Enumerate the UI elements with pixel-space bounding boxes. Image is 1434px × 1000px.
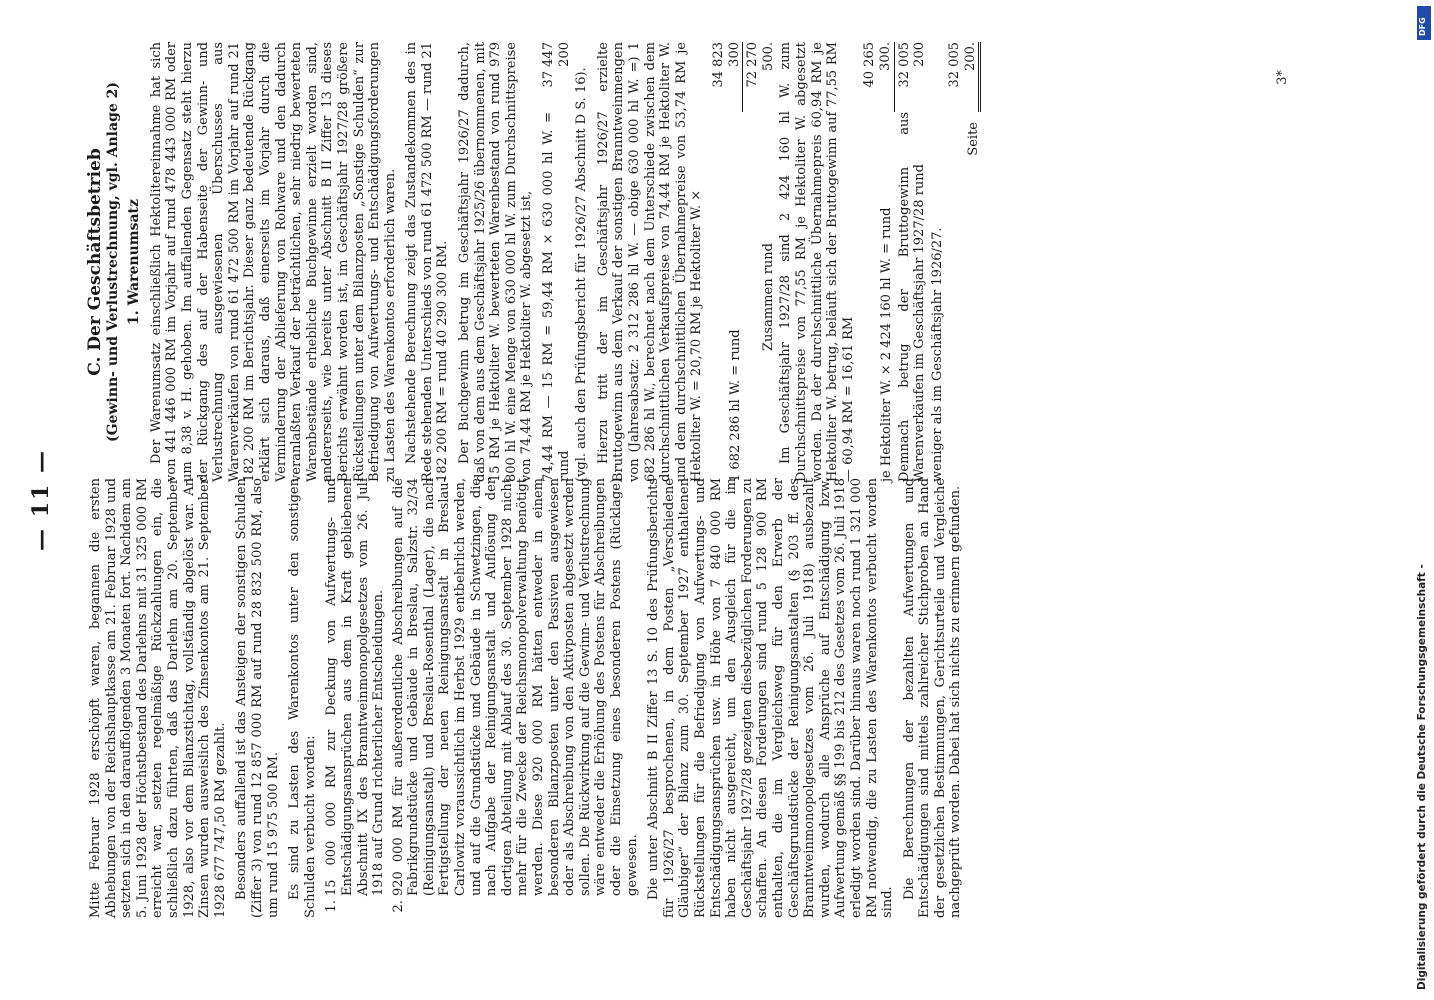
list-item: 1. 15 000 000 RM zur Deckung von Aufwertungs- und Entschädigungsansprüchen aus dem in Kraft gebliebenen Abschnitt IX des Branntweinmonopolgesetzes vom 26. Juli 1918 auf Grund richterlicher Entscheidungen.: [324, 478, 386, 896]
calc-amount: 72 270 500.: [745, 42, 776, 88]
paragraph: Besonders auffallend ist das Ansteigen der sonstigen Schulden (Ziffer 3) von rund 12 857 000 RM auf rund 28 832 500 RM, also um rund 15 975 500 RM.: [234, 478, 281, 918]
calc-row: [711, 42, 743, 482]
paragraph: Nachstehende Berechnung zeigt das Zustandekommen des in Rede stehenden Unterschieds von rund 61 472 500 RM — rund 21 182 200 RM = rund 40 290 300 RM.: [404, 42, 451, 482]
digitization-stamp: [1414, 0, 1434, 1000]
calc-text: 1 682 286 hl W. = rund: [727, 329, 743, 482]
calc-row: [930, 42, 946, 482]
calc-text: je Hektoliter W. × 2 424 160 hl W. = rund: [878, 207, 894, 482]
subsection-heading: 1. Warenumsatz: [126, 199, 143, 325]
paragraph: Es sind zu Lasten des Warenkontos unter den sonstigen Schulden verbucht worden:: [287, 478, 318, 918]
stamp-text: Digitalisierung gefördert durch die Deutsche Forschungsgemeinschaft -: [1416, 564, 1428, 990]
calc-row: [862, 42, 894, 482]
paragraph: Mitte Februar 1928 erschöpft waren, begannen die ersten Abhebungen von der Reichshauptkasse am 21. Februar 1928 und setzten sich in den darauffolgenden 3 Monaten fort. Nachdem am 5. Juni 1928 der Höchstbestand des Darlehns mit 31 325 000 RM erreicht war, setzten regelmäßige Rückzahlungen ein, die schließlich dazu führten, daß das Darlehn am 20. September 1928, also vor dem Bilanzstichtag, vollständig abgelöst war. An Zinsen wurden ausweislich des Zinsenkontos am 21. September 1928 677 747,50 RM gezahlt.: [88, 478, 228, 918]
left-column: [88, 478, 970, 918]
section-heading: C. Der Geschäftsbetrieb: [85, 148, 105, 376]
calc-row: [745, 42, 776, 482]
right-column: [85, 42, 983, 482]
section-subheading: (Gewinn- und Verlustrechnung, vgl. Anlage 2): [104, 81, 121, 443]
page-number: — 11 —: [28, 449, 54, 551]
paragraph: Der Buchgewinn betrug im Geschäftsjahr 1926/27 dadurch, daß von dem aus dem Geschäftsjahr 1925/26 übernommenen, mit 15 RM je Hektoliter W. bewerteten Warenbestand von rund 979 800 hl W. eine Menge von 630 000 hl W. zum Durchschnittspreise von 74,44 RM je Hektoliter W. abgesetzt ist,: [457, 42, 535, 482]
list: [324, 478, 640, 918]
calc-amount: 34 823 300: [711, 42, 743, 112]
paragraph: Der Warenumsatz einschließlich Hektolitereinnahme hat sich von 441 446 000 RM im Vorjahr auf rund 478 443 000 RM oder um 8,38 v. H. gehoben. Im auffallenden Gegensatz steht hierzu der Rückgang des auf der Habenseite der Gewinn- und Verlustrechnung ausgewiesenen Überschusses aus Warenverkäufen von rund 61 472 500 RM im Vorjahr auf rund 21 182 200 RM im Berichtsjahr. Dieser ganz bedeutende Rückgang erklärt sich daraus, daß einerseits im Vorjahr durch die Verminderung der Ablieferung von Rohware und den dadurch veranlaßten Verkauf der beträchtlichen, sehr niedrig bewerteten Warenbestände erhebliche Buchgewinne erzielt worden sind, andererseits, wie bereits unter Abschnitt B II Ziffer 13 dieses Berichts erwähnt worden ist, im Geschäftsjahr 1927/28 größere Rückstellungen unter dem Bilanzposten „Sonstige Schulden“ zur Befriedigung von Aufwertungs- und Entschädigungsforderungen zu Lasten des Warenkontos erforderlich waren.: [148, 42, 398, 482]
paragraph: Die unter Abschnitt B II Ziffer 13 S. 10 des Prüfungsberichts für 1926/27 besprochenen, in dem Posten „Verschiedene Gläubiger“ der Bilanz zum 30. September 1927 enthaltenen Rückstellungen für die Befriedigung von Aufwertungs- und Entschädigungsansprüchen usw. in Höhe von 7 840 000 RM haben nicht ausgereicht, um den Ausgleich für die im Geschäftsjahr 1927/28 gezeigten diesbezüglichen Forderungen zu schaffen. An diesen Forderungen sind rund 5 128 900 RM enthalten, die im Vergleichsweg für den Erwerb der Geschäftsgrundstücke der Reinigungsanstalten (§ 203 ff. des Branntweinmonopolgesetzes vom 26. Juli 1918) ausbezahlt wurden, wodurch alle Ansprüche auf Entschädigung bzw. Aufwertung gemäß §§ 199 bis 212 des Gesetzes vom 26. Juli 1918 erledigt worden sind. Darüber hinaus waren noch rund 1 321 000 RM notwendig, die zu Lasten des Warenkontos verbucht worden sind.: [646, 478, 896, 918]
calc-amount: 32 005 200: [896, 42, 928, 88]
paragraph: Hierzu tritt der im Geschäftsjahr 1926/27 erzielte Bruttogewinn aus dem Verkauf der sonstigen Branntweinmengen von (Jahresabsatz: 2 312 286 hl W. — obige 630 000 hl W. =) 1 682 286 hl W., berechnet nach dem Unterschiede zwischen dem durchschnittlichen Verkaufspreise von 74,44 RM je Hektoliter W. und dem durchschnittlichen Übernahmepreise von 53,74 RM je Hektoliter W. = 20,70 RM je Hektoliter W. ×: [595, 42, 705, 482]
calc-text: Demnach betrug der Bruttogewinn aus Warenverkäufen im Geschäftsjahr 1927/28 rund: [896, 112, 928, 482]
calc-row: [541, 42, 572, 482]
calc-amount: 32 005 200.: [947, 42, 981, 112]
calc-amount: 37 447 200: [541, 42, 572, 88]
calc-text: weniger als im Geschäftsjahr 1926/27.: [929, 227, 945, 482]
sheet-signature: 3*: [1275, 70, 1290, 85]
calc-row: [897, 42, 928, 482]
calc-text: 74,44 RM — 15 RM = 59,44 RM × 630 000 hl W. = rund: [541, 112, 572, 482]
paragraph: Die Berechnungen der bezahlten Aufwertungen und Entschädigungen sind mittels zahlreicher Stichproben an Hand der gesetzlichen Bestimmungen, Gerichtsurteile und Vergleiche nachgeprüft worden. Dabei hat sich nichts zu erinnern gefunden.: [901, 478, 964, 918]
calc-amount: 40 265 300.: [862, 42, 894, 112]
calc-row: [947, 42, 981, 482]
paragraph: (vgl. auch den Prüfungsbericht für 1926/27 Abschnitt D S. 16).: [574, 67, 590, 482]
calc-text: Zusammen rund: [760, 243, 776, 351]
paragraph: Im Geschäftsjahr 1927/28 sind 2 424 160 hl W. zum Durchschnittspreise von 77,55 RM je Hektoliter W. abgesetzt worden. Da der durchschnittliche Übernahmepreis 60,94 RM je Hektoliter W. betrug, beläuft sich der Bruttogewinn auf 77,55 RM — 60,94 RM = 16,61 RM: [778, 42, 856, 482]
list-item: 2. 920 000 RM für außerordentliche Abschreibungen auf die Fabrikgrundstücke und Gebäude in Breslau, Salzstr. 32/34 (Reinigungsanstalt) und Breslau-Rosenthal (Lager), die nach Fertigstellung der neuen Reinigungsanstalt in Breslau-Carlowitz voraussichtlich im Herbst 1929 entbehrlich werden, und auf die Grundstücke und Gebäude in Schwetzingen, die nach Aufgabe der Reinigungsanstalt und Auflösung der dortigen Abteilung mit Ablauf des 30. September 1928 nicht mehr für die Zwecke der Reichsmonopolverwaltung benötigt werden. Diese 920 000 RM hätten entweder in einem besonderen Bilanzposten unter den Passiven ausgewiesen oder als Abschreibung von den Aktivposten abgesetzt werden sollen. Die Rückwirkung auf die Gewinn- und Verlustrechnung wäre entweder die Erhöhung des Postens für Abschreibungen oder die Einsetzung eines besonderen Postens (Rücklage) gewesen.: [391, 478, 641, 896]
dfg-logo: DFG: [1417, 6, 1431, 40]
calc-text: Seite: [965, 122, 981, 156]
